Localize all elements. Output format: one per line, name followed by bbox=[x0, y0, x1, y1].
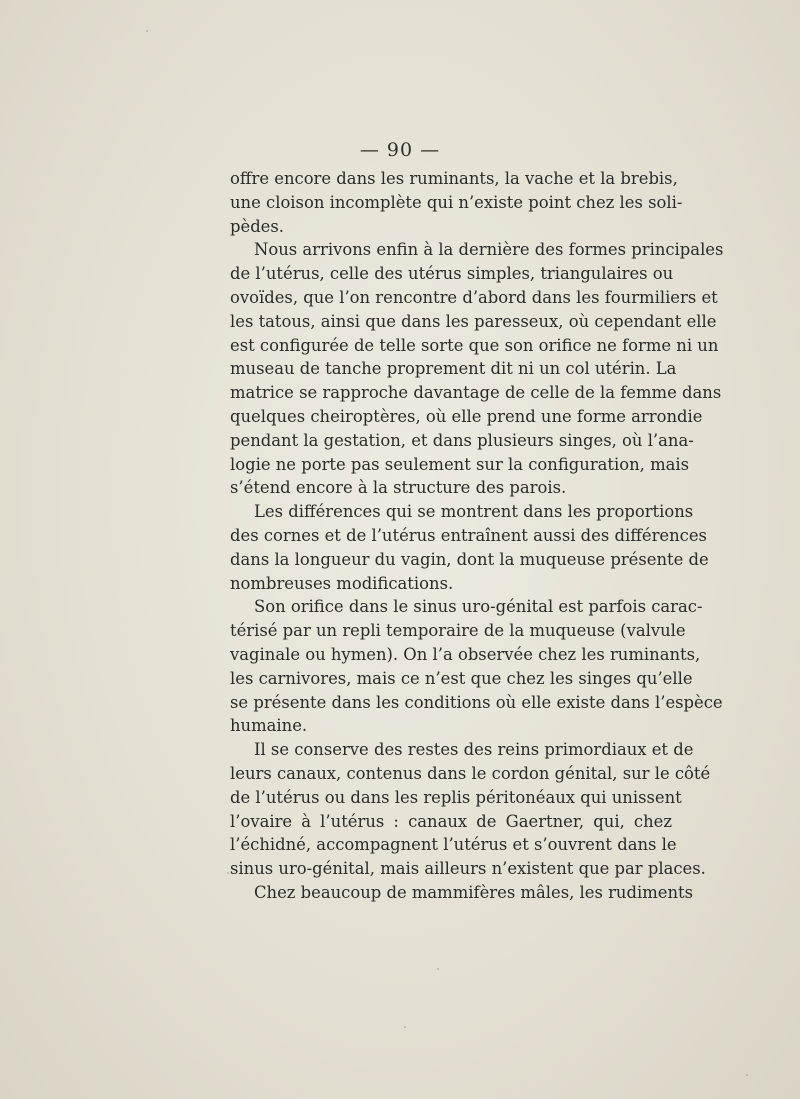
text-line: pendant la gestation, et dans plusieurs singes, où l’ana- bbox=[230, 430, 694, 450]
paper-speck bbox=[437, 968, 439, 970]
paper-speck bbox=[404, 1026, 406, 1028]
text-line: offre encore dans les ruminants, la vache et la brebis, bbox=[230, 169, 678, 188]
paragraph-2 bbox=[230, 238, 724, 500]
text-line: de l’utérus, celle des utérus simples, triangulaires ou bbox=[230, 264, 674, 284]
text-line: museau de tanche proprement dit ni un col utérin. La bbox=[230, 359, 677, 379]
text-line: l’ovaire à l’utérus : canaux de Gaertner, qui, chez bbox=[230, 811, 672, 831]
text-line: pèdes. bbox=[230, 216, 285, 236]
text-line: leurs canaux, contenus dans le cordon génital, sur le côté bbox=[230, 763, 711, 783]
text-line: dans la longueur du vagin, dont la muqueuse présente de bbox=[230, 549, 709, 569]
body-text bbox=[230, 167, 724, 905]
text-line: les carnivores, mais ce n’est que chez les singes qu’elle bbox=[230, 668, 693, 688]
text-line: Son orifice dans le sinus uro-génital est parfois carac- bbox=[254, 597, 703, 617]
paragraph-1 bbox=[230, 167, 683, 238]
paragraph-3 bbox=[230, 500, 709, 595]
text-line: quelques cheiroptères, où elle prend une forme arrondie bbox=[230, 406, 703, 426]
text-line: se présente dans les conditions où elle existe dans l’espèce bbox=[230, 692, 723, 712]
text-line: les tatous, ainsi que dans les paresseux, où cependant elle bbox=[230, 311, 717, 331]
paragraph-4 bbox=[230, 595, 723, 738]
paper-speck bbox=[227, 872, 229, 874]
text-line: logie ne porte pas seulement sur la configuration, mais bbox=[230, 454, 690, 474]
text-line: l’échidné, accompagnent l’utérus et s’ouvrent dans le bbox=[230, 835, 677, 855]
text-line: Il se conserve des restes des reins primordiaux et de bbox=[254, 740, 694, 760]
text-line: humaine. bbox=[230, 716, 308, 736]
text-line: des cornes et de l’utérus entraînent aussi des différences bbox=[230, 525, 707, 545]
paper-speck bbox=[146, 30, 148, 32]
text-line: vaginale ou hymen). On l’a observée chez les ruminants, bbox=[230, 644, 701, 664]
text-line: nombreuses modifications. bbox=[230, 573, 454, 593]
text-line: sinus uro-génital, mais ailleurs n’existent que par places. bbox=[230, 859, 706, 879]
paragraph-5 bbox=[230, 738, 711, 881]
text-line: ovoïdes, que l’on rencontre d’abord dans les fourmiliers et bbox=[230, 287, 718, 307]
paper-speck bbox=[746, 1074, 748, 1076]
text-line: est configurée de telle sorte que son orifice ne forme ni un bbox=[230, 335, 719, 355]
page-number: — 90 — bbox=[359, 139, 441, 161]
text-line: de l’utérus ou dans les replis péritonéaux qui unissent bbox=[230, 787, 682, 807]
text-line: s’étend encore à la structure des parois. bbox=[230, 478, 567, 498]
text-line: Nous arrivons enfin à la dernière des formes principales bbox=[254, 240, 724, 260]
text-line: Chez beaucoup de mammifères mâles, les rudiments bbox=[254, 882, 694, 902]
text-line: matrice se rapproche davantage de celle de la femme dans bbox=[230, 383, 722, 403]
text-line: Les différences qui se montrent dans les proportions bbox=[254, 502, 694, 522]
text-line: térisé par un repli temporaire de la muqueuse (valvule bbox=[230, 621, 686, 641]
paragraph-6 bbox=[230, 881, 694, 905]
text-line: une cloison incomplète qui n’existe point chez les soli- bbox=[230, 192, 683, 212]
